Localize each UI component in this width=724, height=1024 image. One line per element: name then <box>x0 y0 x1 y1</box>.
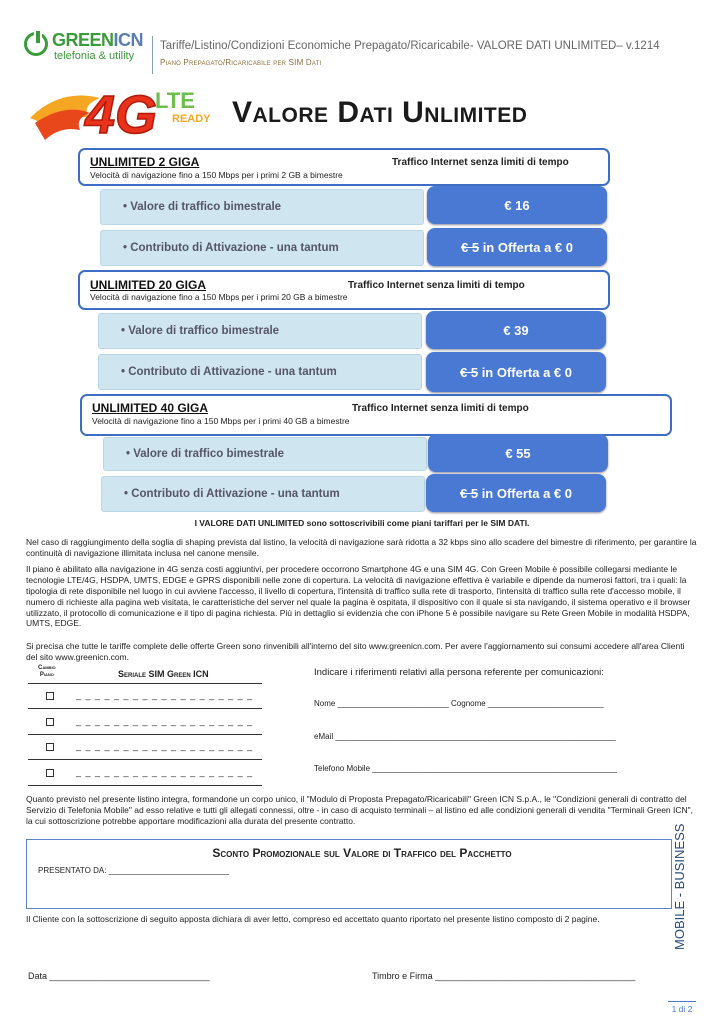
serial-field-2[interactable]: _ _ _ _ _ _ _ _ _ _ _ _ _ _ _ _ _ _ _ <box>76 716 254 726</box>
plan-name: UNLIMITED 2 GIGA <box>90 155 200 169</box>
cambio-checkbox-2[interactable] <box>46 718 54 726</box>
power-icon <box>24 32 48 56</box>
cambio-piano-header: Cambio Piano <box>38 665 56 679</box>
signature-field[interactable]: Timbro e Firma ________________________________________ <box>372 971 636 981</box>
plan-traffic: Traffico Internet senza limiti di tempo <box>352 403 529 414</box>
page-title: Valore Dati Unlimited <box>232 96 528 129</box>
presentato-da-field[interactable]: PRESENTATO DA: ___________________________ <box>38 866 229 875</box>
paragraph-shaping: Nel caso di raggiungimento della soglia di shaping prevista dal listino, la velocità di navigazione sarà ridotta a 32 kbps sino allo scadere del bimestre di riferimento, per garantire la continuità di navigazione illimitata inclusa nel canone mensile. <box>26 537 697 558</box>
promo-title: Sconto Promozionale sul Valore di Traffico del Pacchetto <box>212 846 512 860</box>
logo: GREENICN <box>52 30 144 50</box>
referente-title: Indicare i riferimenti relativi alla persona referente per comunicazioni: <box>314 667 604 678</box>
page-number: 1 di 2 <box>668 1001 696 1014</box>
activation-value: € 5 in Offerta a € 0 <box>427 228 607 266</box>
row-rule <box>28 734 262 735</box>
mobile-business-label: MOBILE - BUSINESS <box>672 823 687 950</box>
activation-value: € 5 in Offerta a € 0 <box>426 352 606 392</box>
serial-field-4[interactable]: _ _ _ _ _ _ _ _ _ _ _ _ _ _ _ _ _ _ _ <box>76 767 254 777</box>
contract-text: Quanto previsto nel presente listino integra, formandone un corpo unico, il "Modulo di Proposta Prepagato/Ricaricabili" Green ICN S.p.A., le "Condizioni generali di contratto del Servizio di Telefonia Mobile" ad esso relative e tutti gli allegati connessi, oltre - in caso di acquisto terminali – al listino ed alle condizioni generali di vendita "Terminali Green ICN", la cui sottoscrizione potrebbe apportare modificazioni alla durata del presente contratto. <box>26 794 694 826</box>
ready-text: READY <box>172 113 211 125</box>
paragraph-4g: Il piano è abilitato alla navigazione in 4G senza costi aggiuntivi, per procedere occorrono Smartphone 4G e una SIM 4G. Con Green Mobile è possibile collegarsi mediante le tecnologie LTE/4G, HSDPA, UMTS, EDGE e GPRS disponibili nelle zone di copertura. La velocità di navigazione effettiva è variabile e dipende da numerosi fattori, tra i quali: la tipologia di rete disponibile nel luogo in cui avviene l'accesso, il livello di copertura, l'intensità di traffico sulla rete di trasporto, l'intensità di traffico sulla rete d'accesso mobile, il numero di richieste alla pagina web visitata, le caratteristiche del server nel quale la pagina è ospitata, il dispositivo con il quale si sta navigando, il sistema operativo e il browser utilizzato, il protocollo di comunicazione e il tipo di pagina richiesta. Più in dettaglio si evidenzia che con iPhone 5 è possibile navigare su Rete Green Mobile in modalità HSDPA, UMTS, EDGE. <box>26 564 691 629</box>
activation-label: • Contributo di Attivazione - una tantum <box>98 354 422 390</box>
plan-name: UNLIMITED 40 GIGA <box>92 401 209 415</box>
paragraph-tariffs: Si precisa che tutte le tariffe complete delle offerte Green sono rinvenibili all'interno del sito www.greenicn.com. Per avere l'aggiornamento sui consumi accedere all'area Clienti del sito www.greenicn.com. <box>26 641 685 662</box>
plan-desc: Velocità di navigazione fino a 150 Mbps per i primi 40 GB a bimestre <box>92 416 350 426</box>
cambio-checkbox-4[interactable] <box>46 769 54 777</box>
fee-value: € 55 <box>428 434 608 472</box>
activation-label: • Contributo di Attivazione - una tantum <box>100 230 424 266</box>
4g-lte-logo <box>30 78 215 146</box>
fee-value: € 16 <box>427 186 607 224</box>
logo-subtitle: telefonia & utility <box>54 50 135 62</box>
header-title: Tariffe/Listino/Condizioni Economiche Prepagato/Ricaricabile- VALORE DATI UNLIMITED– v.1214 <box>160 40 660 52</box>
cambio-checkbox-3[interactable] <box>46 743 54 751</box>
row-rule <box>28 785 262 786</box>
activation-label: • Contributo di Attivazione - una tantum <box>101 476 425 512</box>
fee-label: • Valore di traffico bimestrale <box>100 189 424 225</box>
serial-field-1[interactable]: _ _ _ _ _ _ _ _ _ _ _ _ _ _ _ _ _ _ _ <box>76 690 254 700</box>
data-field[interactable]: Data ________________________________ <box>28 971 210 981</box>
plan-desc: Velocità di navigazione fino a 150 Mbps per i primi 20 GB a bimestre <box>90 292 348 302</box>
lte-text: LTE <box>155 88 195 113</box>
nome-cognome-field[interactable]: Nome _________________________ Cognome __________________________ <box>314 699 604 708</box>
sim-note: I VALORE DATI UNLIMITED sono sottoscrivibili come piani tariffari per le SIM DATI. <box>194 518 530 528</box>
4g-text: 4G <box>85 85 158 145</box>
activation-value: € 5 in Offerta a € 0 <box>426 474 606 512</box>
serial-field-3[interactable]: _ _ _ _ _ _ _ _ _ _ _ _ _ _ _ _ _ _ _ <box>76 741 254 751</box>
seriale-header: Seriale SIM Green ICN <box>118 669 209 679</box>
plan-traffic: Traffico Internet senza limiti di tempo <box>392 157 569 168</box>
cambio-checkbox-1[interactable] <box>46 692 54 700</box>
fee-value: € 39 <box>426 311 606 349</box>
row-rule <box>28 708 262 709</box>
header-divider <box>152 36 153 74</box>
telefono-field[interactable]: Telefono Mobile _______________________________________________________ <box>314 764 617 773</box>
plan-name: UNLIMITED 20 GIGA <box>90 278 207 292</box>
row-rule <box>28 759 262 760</box>
plan-traffic: Traffico Internet senza limiti di tempo <box>348 280 525 291</box>
header-rule <box>28 683 262 684</box>
fee-label: • Valore di traffico bimestrale <box>98 313 422 349</box>
header-subtitle: Piano Prepagato/Ricaricabile per SIM Dati <box>160 58 322 67</box>
fee-label: • Valore di traffico bimestrale <box>103 437 427 471</box>
declaration: Il Cliente con la sottoscrizione di seguito apposta dichiara di aver letto, compreso ed accettato quanto riportato nel presente listino composto di 2 pagine. <box>26 914 600 924</box>
email-field[interactable]: eMail _______________________________________________________________ <box>314 732 616 741</box>
plan-desc: Velocità di navigazione fino a 150 Mbps per i primi 2 GB a bimestre <box>90 170 343 180</box>
